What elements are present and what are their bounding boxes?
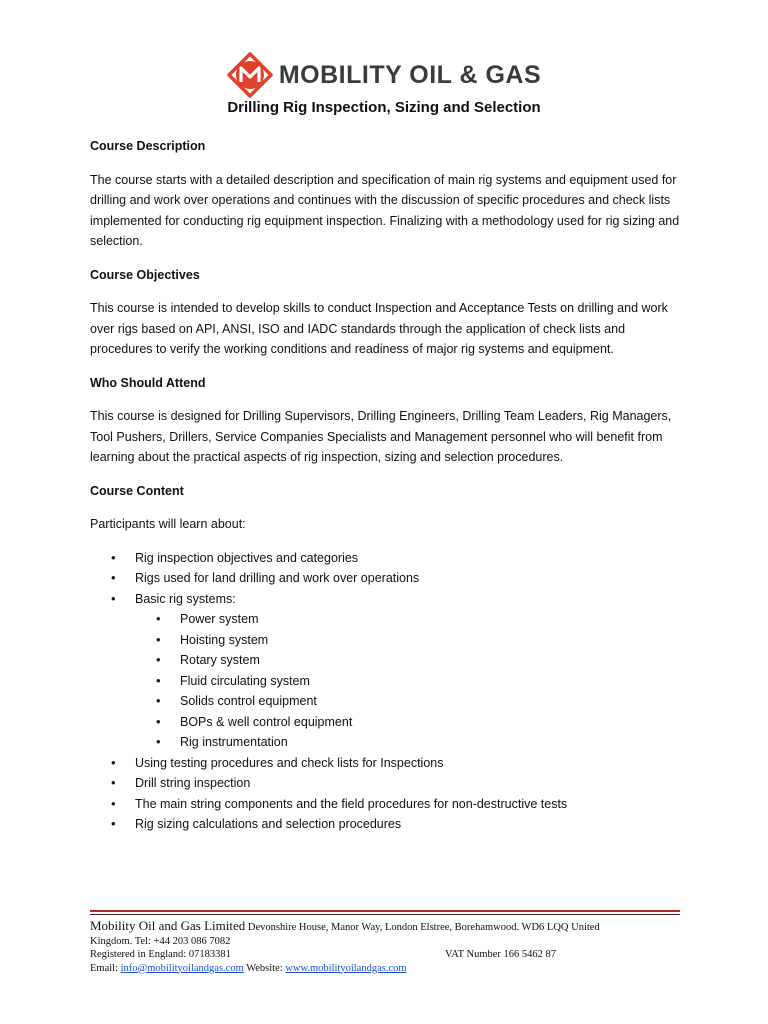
brand-name: MOBILITY OIL & GAS <box>278 60 542 89</box>
footer-line-registration <box>90 948 690 962</box>
section-heading: Course Content <box>90 483 184 498</box>
course-content <box>90 136 690 835</box>
footer-rule-red <box>90 910 680 912</box>
section-heading: Course Objectives <box>90 267 200 282</box>
list-item: • Rig inspection objectives and categories <box>90 548 690 569</box>
sub-list-item: • Rig instrumentation <box>90 732 690 753</box>
company-name: Mobility Oil and Gas Limited <box>90 918 246 933</box>
website-link[interactable]: www.mobilityoilandgas.com <box>285 962 407 974</box>
list-item: • Rig sizing calculations and selection procedures <box>90 814 690 835</box>
section-heading: Who Should Attend <box>90 375 206 390</box>
footer-rule-dark <box>90 914 680 915</box>
list-item: • Rigs used for land drilling and work over operations <box>90 568 690 589</box>
topic-list-continued <box>90 753 690 835</box>
email-link[interactable]: info@mobilityoilandgas.com <box>120 962 244 974</box>
sub-list-item: • Power system <box>90 609 690 630</box>
vat-number: VAT Number 166 5462 87 <box>445 949 557 960</box>
content-intro: Participants will learn about: <box>90 517 246 531</box>
document-title: Drilling Rig Inspection, Sizing and Selection <box>227 99 541 116</box>
course-description-section <box>90 136 690 252</box>
course-content-section <box>90 481 690 835</box>
course-objectives-section <box>90 265 690 360</box>
email-label: Email: <box>90 962 118 974</box>
footer-line-company <box>90 919 690 935</box>
sub-list-item: • Hoisting system <box>90 630 690 651</box>
section-body: The course starts with a detailed description and specification of main rig systems and equipment used for drilling and work over operations and continues with the discussion of specific procedures and check lists implemented for conducting rig equipment inspection. Finalizing with a methodology used for rig sizing and selection. <box>90 172 680 248</box>
sub-list-item: • BOPs & well control equipment <box>90 712 690 733</box>
list-item: • The main string components and the field procedures for non-destructive tests <box>90 794 690 815</box>
section-heading: Course Description <box>90 139 206 153</box>
page-footer <box>90 919 690 975</box>
footer-divider <box>90 910 680 915</box>
topic-list <box>90 548 690 610</box>
sub-list-item: • Fluid circulating system <box>90 671 690 692</box>
mobility-logo-icon <box>227 52 273 98</box>
logo-row <box>0 52 768 98</box>
list-item: • Drill string inspection <box>90 773 690 794</box>
section-body: This course is designed for Drilling Supervisors, Drilling Engineers, Drilling Team Leaders, Rig Managers, Tool Pushers, Drillers, Service Companies Specialists and Management personnel who will benefit from learning about the practical aspects of rig inspection, sizing and selection procedures. <box>90 409 672 464</box>
registration-number: Registered in England: 07183381 <box>90 949 231 960</box>
footer-line-contact <box>90 962 690 976</box>
company-address-line2: Kingdom. Tel: +44 203 086 7082 <box>90 935 231 947</box>
list-item: • Using testing procedures and check lists for Inspections <box>90 753 690 774</box>
website-label: Website: <box>246 962 283 974</box>
who-should-attend-section <box>90 373 690 468</box>
company-address: Devonshire House, Manor Way, London Elstree, Borehamwood. WD6 LQQ United <box>247 922 600 933</box>
sub-list-item: • Rotary system <box>90 650 690 671</box>
sub-list-item: • Solids control equipment <box>90 691 690 712</box>
section-body: This course is intended to develop skills to conduct Inspection and Acceptance Tests on drilling and work over rigs based on API, ANSI, ISO and IADC standards through the application of check lists and procedures to verify the working conditions and readiness of major rig systems and equipment. <box>90 301 668 356</box>
list-item: • Basic rig systems: <box>90 589 690 610</box>
sub-topic-list <box>90 609 690 753</box>
